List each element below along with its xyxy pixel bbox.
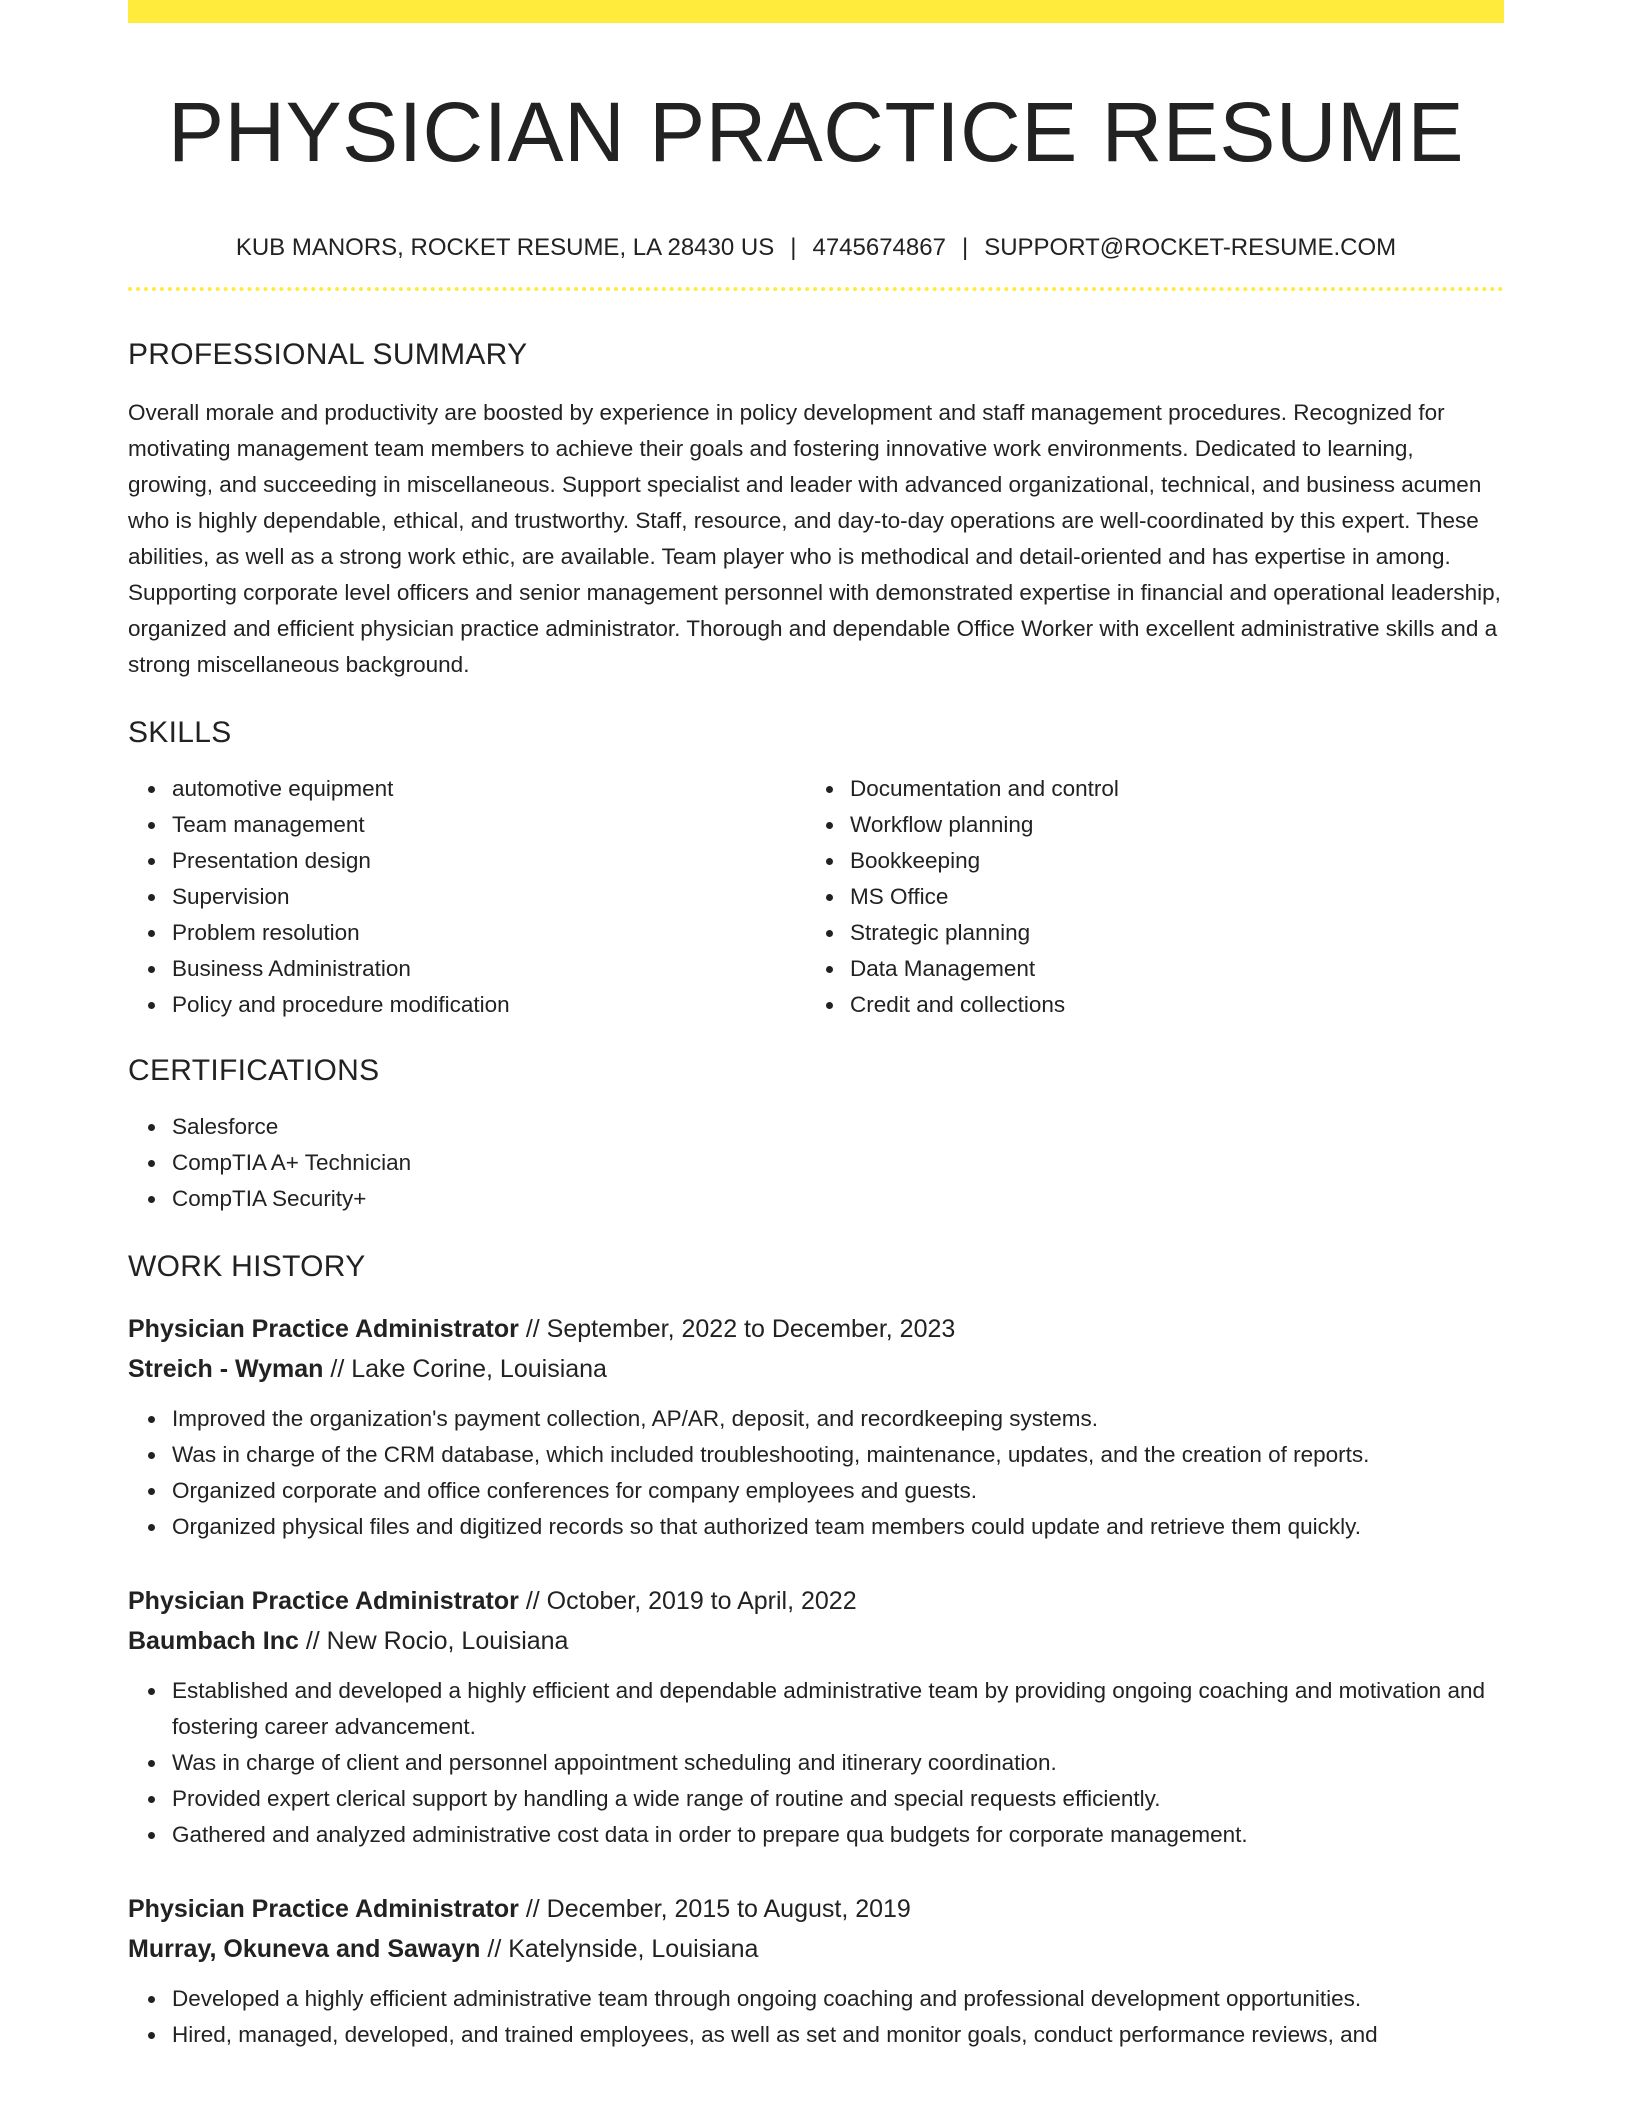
- skill-item: Data Management: [850, 951, 1484, 987]
- job-location: // Katelynside, Louisiana: [487, 1934, 759, 1963]
- job-company-line: [128, 1929, 1504, 1969]
- certification-item: Salesforce: [172, 1109, 1504, 1145]
- resume-title: PHYSICIAN PRACTICE RESUME: [167, 85, 1465, 179]
- job-entry: [128, 1309, 1504, 1545]
- skill-item: MS Office: [850, 879, 1484, 915]
- skill-item: Team management: [172, 807, 806, 843]
- job-bullet: Provided expert clerical support by handling a wide range of routine and special requests efficiently.: [172, 1781, 1504, 1817]
- skill-item: Presentation design: [172, 843, 806, 879]
- skill-item: Business Administration: [172, 951, 806, 987]
- job-bullet-list: [128, 1673, 1504, 1853]
- job-bullet: Established and developed a highly efficient and dependable administrative team by providing ongoing coaching and motivation and fostering career advancement.: [172, 1673, 1504, 1745]
- job-title: Physician Practice Administrator: [128, 1586, 519, 1615]
- skills-list-left: [128, 771, 806, 1023]
- skill-item: Credit and collections: [850, 987, 1484, 1023]
- job-entry: [128, 1581, 1504, 1853]
- job-title-line: [128, 1581, 1504, 1621]
- contact-separator: |: [961, 233, 969, 261]
- job-bullet: Hired, managed, developed, and trained employees, as well as set and monitor goals, conduct performance reviews, and: [172, 2017, 1504, 2053]
- certifications-list: [128, 1109, 1504, 1217]
- accent-top-bar: [128, 0, 1504, 23]
- job-bullet: Developed a highly efficient administrative team through ongoing coaching and professional development opportunities.: [172, 1981, 1504, 2017]
- certification-item: CompTIA A+ Technician: [172, 1145, 1504, 1181]
- job-dates: // September, 2022 to December, 2023: [525, 1314, 956, 1343]
- skills-heading: SKILLS: [128, 715, 232, 749]
- certifications-heading: CERTIFICATIONS: [128, 1053, 380, 1087]
- certification-item: CompTIA Security+: [172, 1181, 1504, 1217]
- skills-list-right: [806, 771, 1484, 1023]
- skill-item: Workflow planning: [850, 807, 1484, 843]
- job-bullet: Organized physical files and digitized records so that authorized team members could update and retrieve them quickly.: [172, 1509, 1504, 1545]
- resume-page: [128, 0, 1504, 2053]
- job-company-line: [128, 1349, 1504, 1389]
- job-bullet: Improved the organization's payment collection, AP/AR, deposit, and recordkeeping systems.: [172, 1401, 1504, 1437]
- job-bullet: Organized corporate and office conferences for company employees and guests.: [172, 1473, 1504, 1509]
- summary-text: Overall morale and productivity are boosted by experience in policy development and staff management procedures. Recognized for motivating management team members to achieve their goals and fostering innovative work environments. Dedicated to learning, growing, and succeeding in miscellaneous. Support specialist and leader with advanced organizational, technical, and business acumen who is highly dependable, ethical, and trustworthy. Staff, resource, and day-to-day operations are well-coordinated by this expert. These abilities, as well as a strong work ethic, are available. Team player who is methodical and detail-oriented and has expertise in among. Supporting corporate level officers and senior management personnel with demonstrated expertise in financial and operational leadership, organized and efficient physician practice administrator. Thorough and dependable Office Worker with excellent administrative skills and a strong miscellaneous background.: [128, 399, 1501, 677]
- job-entry: [128, 1889, 1504, 2053]
- contact-address: KUB MANORS, ROCKET RESUME, LA 28430 US: [235, 233, 775, 261]
- skills-column-left: [128, 771, 806, 1023]
- skills-column-right: [806, 771, 1484, 1023]
- job-company: Streich - Wyman: [128, 1354, 324, 1383]
- skill-item: Documentation and control: [850, 771, 1484, 807]
- job-bullet: Was in charge of client and personnel appointment scheduling and itinerary coordination.: [172, 1745, 1504, 1781]
- job-dates: // October, 2019 to April, 2022: [525, 1586, 857, 1615]
- contact-email: SUPPORT@ROCKET-RESUME.COM: [984, 233, 1397, 261]
- summary-heading: PROFESSIONAL SUMMARY: [128, 337, 528, 371]
- job-title-line: [128, 1309, 1504, 1349]
- job-bullet-list: [128, 1401, 1504, 1545]
- job-title-line: [128, 1889, 1504, 1929]
- job-bullet: Gathered and analyzed administrative cost data in order to prepare qua budgets for corporate management.: [172, 1817, 1504, 1853]
- work-history-heading: WORK HISTORY: [128, 1249, 366, 1283]
- job-location: // Lake Corine, Louisiana: [330, 1354, 607, 1383]
- job-title: Physician Practice Administrator: [128, 1894, 519, 1923]
- skill-item: Bookkeeping: [850, 843, 1484, 879]
- job-bullet-list: [128, 1981, 1504, 2053]
- skill-item: Strategic planning: [850, 915, 1484, 951]
- skills-grid: [128, 771, 1504, 1023]
- dotted-divider: [128, 287, 1504, 291]
- job-title: Physician Practice Administrator: [128, 1314, 519, 1343]
- job-company: Murray, Okuneva and Sawayn: [128, 1934, 481, 1963]
- job-dates: // December, 2015 to August, 2019: [525, 1894, 911, 1923]
- contact-separator: |: [790, 233, 797, 261]
- skill-item: automotive equipment: [172, 771, 806, 807]
- contact-line: [128, 232, 1504, 263]
- job-company-line: [128, 1621, 1504, 1661]
- job-bullet: Was in charge of the CRM database, which included troubleshooting, maintenance, updates, and the creation of reports.: [172, 1437, 1504, 1473]
- job-company: Baumbach Inc: [128, 1626, 299, 1655]
- skill-item: Policy and procedure modification: [172, 987, 806, 1023]
- job-location: // New Rocio, Louisiana: [305, 1626, 569, 1655]
- skill-item: Supervision: [172, 879, 806, 915]
- skill-item: Problem resolution: [172, 915, 806, 951]
- contact-phone: 4745674867: [812, 233, 946, 261]
